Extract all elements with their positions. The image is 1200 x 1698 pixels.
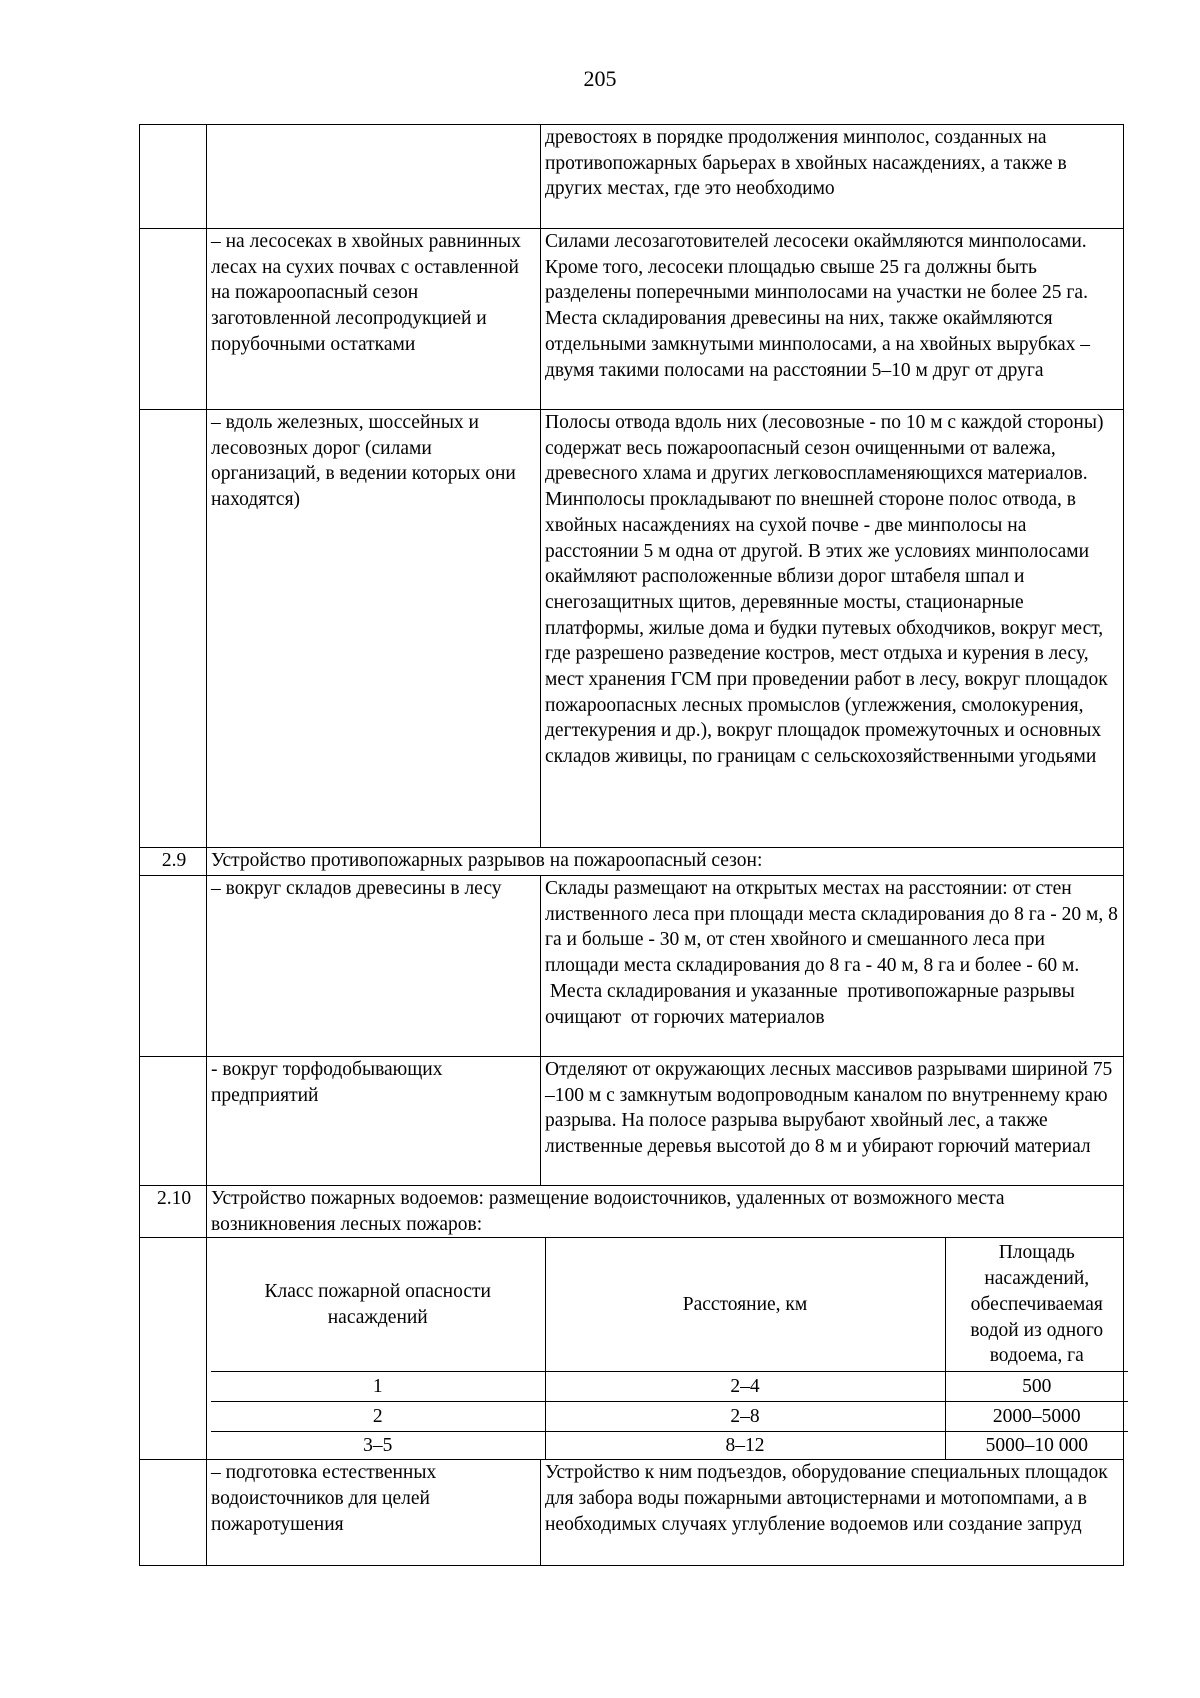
row-number-cell [140, 1057, 207, 1186]
table-row [140, 876, 1124, 1057]
distance-value: 8–12 [545, 1431, 945, 1459]
class-value: 1 [211, 1371, 545, 1401]
row-number-cell [140, 1238, 207, 1460]
measures-table [139, 124, 1124, 1566]
water-table-cell [207, 1238, 1124, 1460]
area-value: 2000–5000 [945, 1401, 1128, 1431]
section-title: Устройство пожарных водоемов: размещение водоисточников, удаленных от возможного места возникновения лесных пожаров: [207, 1186, 1124, 1238]
measure-cell: – подготовка естественных водоисточников для целей пожаротушения [207, 1460, 541, 1566]
description-cell: Силами лесозаготовителей лесосеки окаймляются минполосами. Кроме того, лесосеки площадью свыше 25 га должны быть разделены поперечными минполосами на участки не более 25 га. Места складирования древесины на них, также окаймляются отдельными замкнутыми минполосами, а на хвойных вырубках – двумя такими полосами на расстоянии 5–10 м друг от друга [541, 229, 1124, 410]
header-area: Площадь насаждений, обеспечиваемая водой из одного водоема, га [945, 1238, 1128, 1371]
header-distance: Расстояние, км [545, 1238, 945, 1371]
description-cell [541, 876, 1124, 1057]
table-row [140, 125, 1124, 229]
water-table-row-item [211, 1401, 1128, 1431]
area-value: 500 [945, 1371, 1128, 1401]
area-value: 5000–10 000 [945, 1431, 1128, 1459]
distance-value: 2–4 [545, 1371, 945, 1401]
water-table-row-item [211, 1431, 1128, 1459]
class-value: 2 [211, 1401, 545, 1431]
measure-cell: - вокруг торфодобывающих предприятий [207, 1057, 541, 1186]
measure-cell: – на лесосеках в хвойных равнинных лесах на сухих почвах с оставленной на пожароопасный сезон заготовленной лесопродукцией и порубочными остатками [207, 229, 541, 410]
class-value: 3–5 [211, 1431, 545, 1459]
section-row [140, 848, 1124, 876]
description-cell: древостоях в порядке продолжения минполос, созданных на противопожарных барьерах в хвойных насаждениях, а также в других местах, где это необходимо [541, 125, 1124, 229]
description-part: Склады размещают на открытых местах на расстоянии: от стен лиственного леса при площади места складирования до 8 га - 20 м, 8 га и больше - 30 м, от стен хвойного и смешанного леса при площади места складирования до 8 га - 40 м, 8 га и более - 60 м. [545, 878, 1118, 977]
description-cell: Устройство к ним подъездов, оборудование специальных площадок для забора воды пожарными автоцистернами и мотопомпами, а в необходимых случаях углубление водоемов или создание запруд [541, 1460, 1124, 1566]
row-number-cell [140, 410, 207, 848]
table-row [140, 410, 1124, 848]
section-row [140, 1186, 1124, 1238]
water-table-header [211, 1238, 1128, 1371]
row-number-cell [140, 1460, 207, 1566]
section-title: Устройство противопожарных разрывов на пожароопасный сезон: [207, 848, 1124, 876]
description-cell: Отделяют от окружающих лесных массивов разрывами шириной 75 –100 м с замкнутым водопроводным каналом по внутреннему краю разрыва. На полосе разрыва вырубают хвойный лес, а также лиственные деревья высотой до 8 м и убирают горючий материал [541, 1057, 1124, 1186]
water-table-row [140, 1238, 1124, 1460]
row-number-cell [140, 125, 207, 229]
description-part: Места складирования и указанные противопожарные разрывы очищают от горючих материалов [545, 980, 1080, 1028]
table-row [140, 229, 1124, 410]
section-number: 2.10 [140, 1186, 207, 1238]
measure-cell [207, 125, 541, 229]
page-number: 205 [583, 66, 617, 91]
water-sources-table [211, 1238, 1128, 1459]
section-number: 2.9 [140, 848, 207, 876]
measure-cell: – вокруг складов древесины в лесу [207, 876, 541, 1057]
measure-cell: – вдоль железных, шоссейных и лесовозных дорог (силами организаций, в ведении которых они находятся) [207, 410, 541, 848]
table-row [140, 1057, 1124, 1186]
header-class: Класс пожарной опасности насаждений [211, 1238, 545, 1371]
water-table-row-item [211, 1371, 1128, 1401]
distance-value: 2–8 [545, 1401, 945, 1431]
row-number-cell [140, 876, 207, 1057]
description-cell: Полосы отвода вдоль них (лесовозные - по 10 м с каждой стороны) содержат весь пожароопасный сезон очищенными от валежа, древесного хлама и других легковоспламеняющихся материалов. Минполосы прокладывают по внешней стороне полос отвода, в хвойных насаждениях на сухой почве - две минполосы на расстоянии 5 м одна от другой. В этих же условиях минполосами окаймляют расположенные вблизи дорог штабеля шпал и снегозащитных щитов, деревянные мосты, стационарные платформы, жилые дома и будки путевых обходчиков, вокруг мест, где разрешено разведение костров, мест отдыха и курения в лесу, мест хранения ГСМ при проведении работ в лесу, вокруг площадок пожароопасных лесных промыслов (углежжения, смолокурения, дегтекурения и др.), вокруг площадок промежуточных и основных складов живицы, по границам с сельскохозяйственными угодьями [541, 410, 1124, 848]
table-row [140, 1460, 1124, 1566]
row-number-cell [140, 229, 207, 410]
